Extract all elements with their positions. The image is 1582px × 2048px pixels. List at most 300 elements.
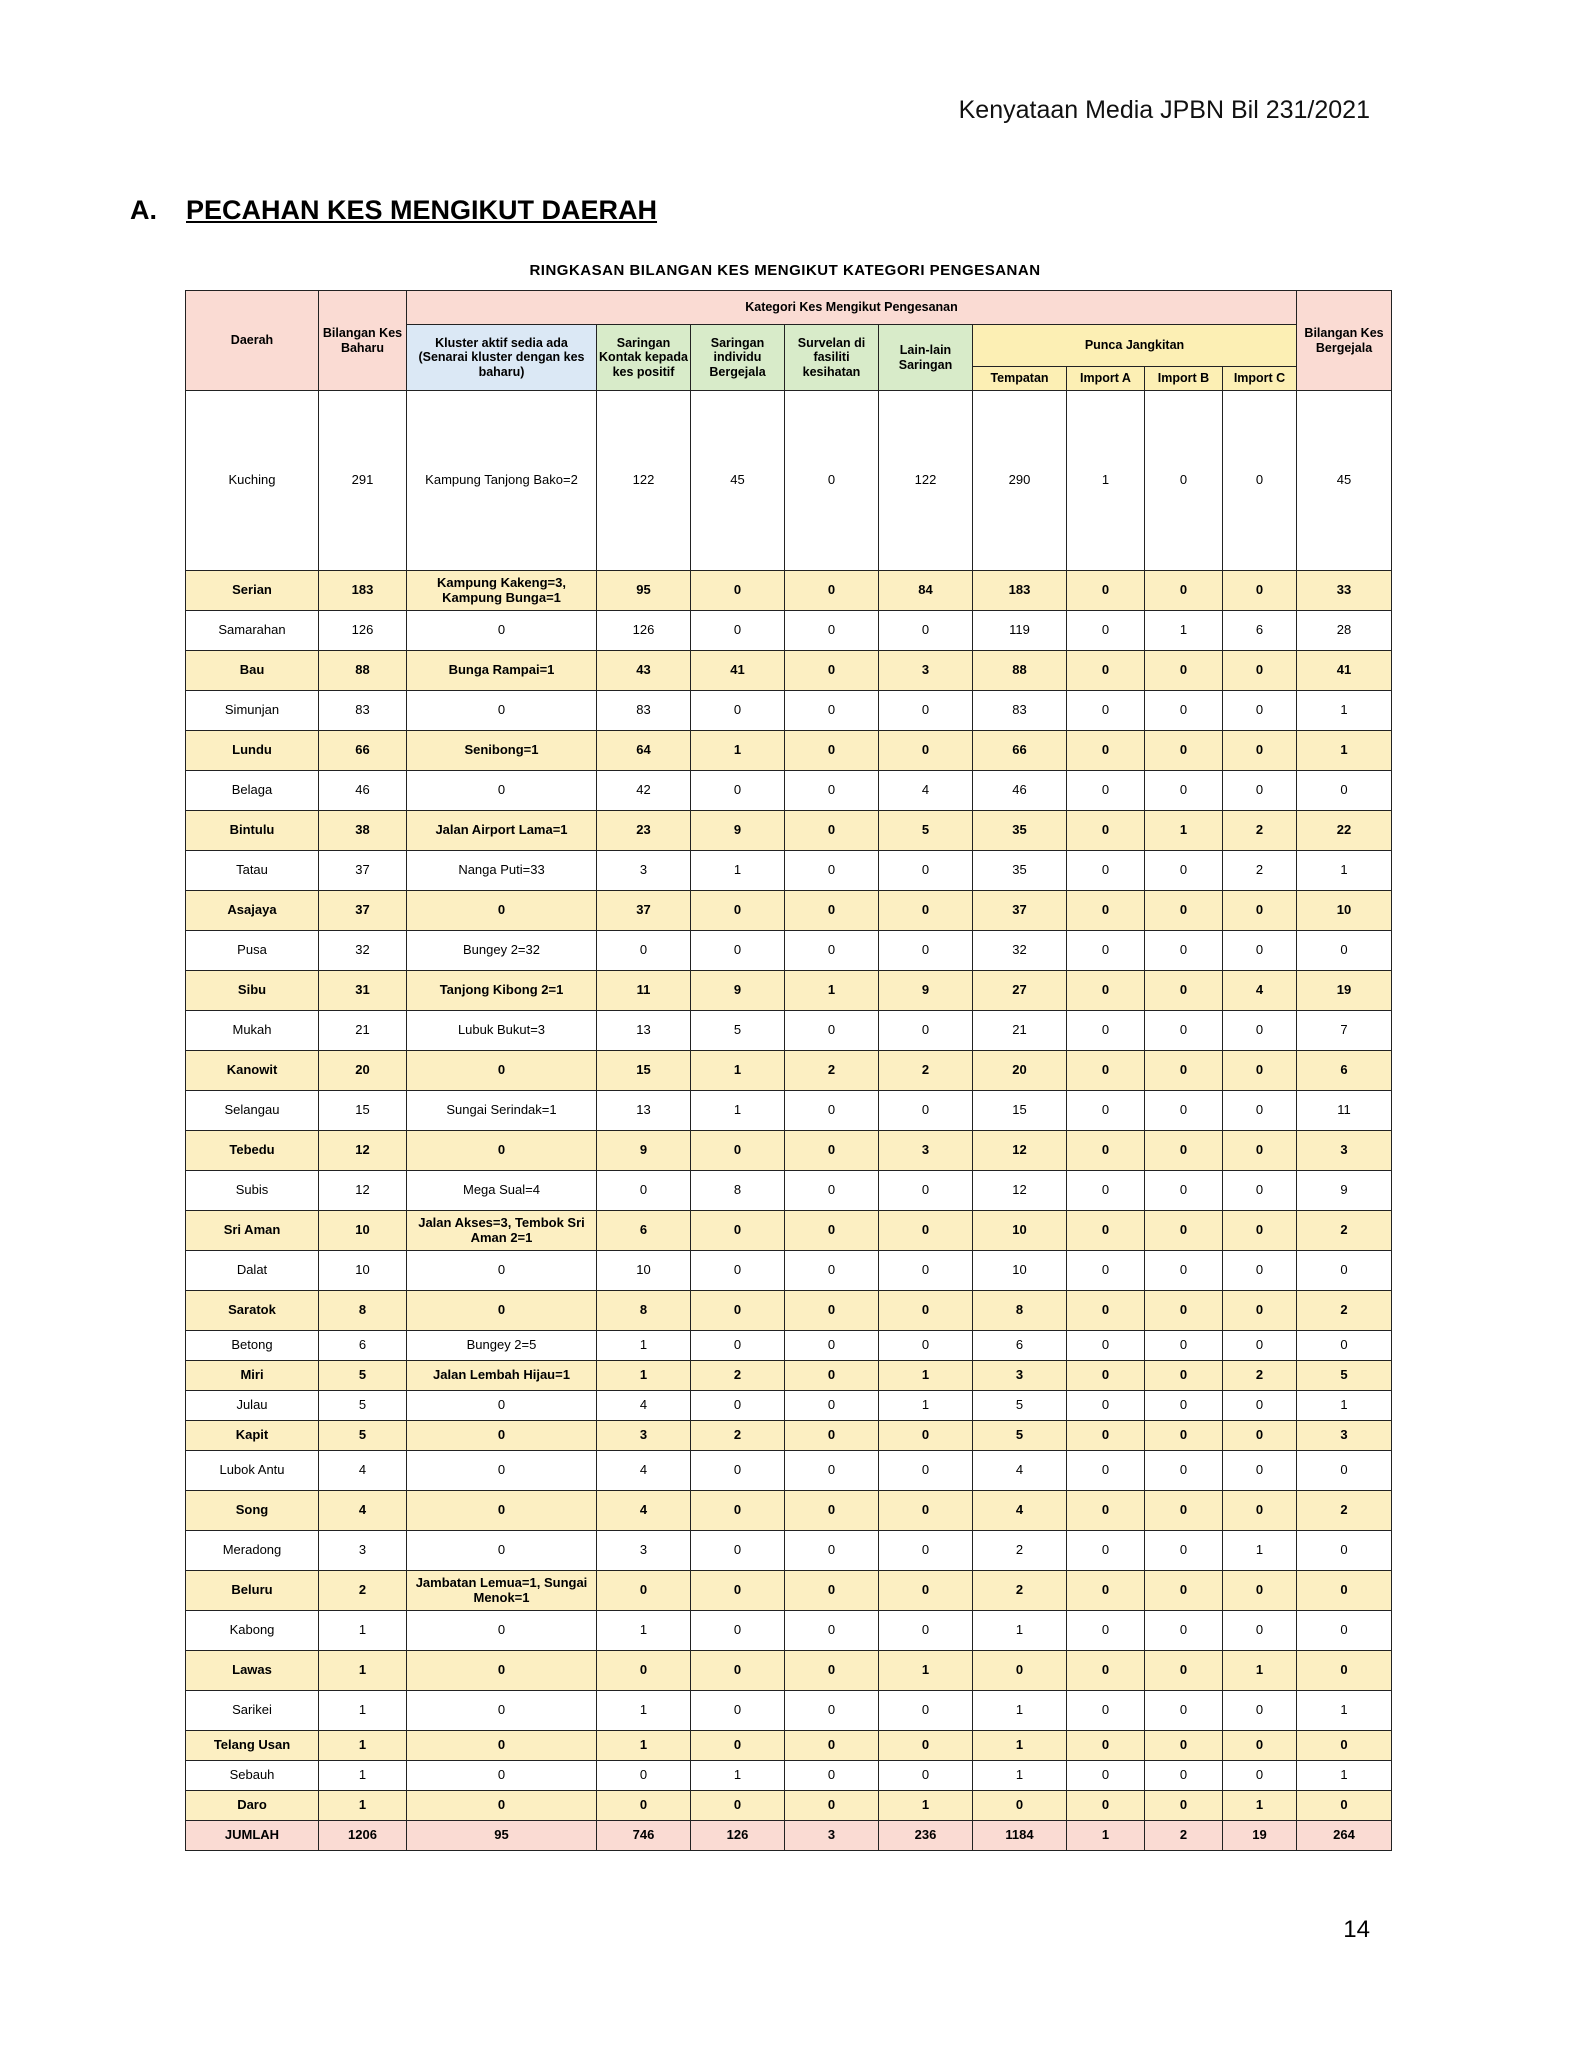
cell-bergejala: 2 [1297,1211,1392,1251]
cell-kontak: 4 [597,1491,691,1531]
cell-ia: 0 [1067,1361,1145,1391]
cell-tempatan: 5 [973,1421,1067,1451]
cell-survelan: 0 [785,1211,879,1251]
cell-baharu: 20 [319,1051,407,1091]
cell-ib: 0 [1145,1091,1223,1131]
cell-tempatan: 35 [973,851,1067,891]
cell-baharu: 1 [319,1611,407,1651]
cell-bergejala: 1 [1297,691,1392,731]
cell-baharu: 1 [319,1651,407,1691]
cell-daerah: Mukah [186,1011,319,1051]
cell-bergejala: 0 [1297,931,1392,971]
cell-ib: 0 [1145,1491,1223,1531]
cell-individu: 0 [691,691,785,731]
cell-ia: 0 [1067,971,1145,1011]
header-saringan-individu: Saringan individu Bergejala [691,325,785,391]
cell-ia: 0 [1067,1051,1145,1091]
cell-tempatan: 2 [973,1571,1067,1611]
cell-daerah: Serian [186,571,319,611]
cell-ib: 0 [1145,771,1223,811]
cell-kluster: Senibong=1 [407,731,597,771]
cell-ia: 0 [1067,1211,1145,1251]
cell-kontak: 1 [597,1731,691,1761]
cell-daerah: Kanowit [186,1051,319,1091]
cell-daerah: Lubok Antu [186,1451,319,1491]
cell-tempatan: 83 [973,691,1067,731]
cell-ic: 0 [1223,771,1297,811]
total-cell-kluster: 95 [407,1821,597,1851]
cell-lain: 0 [879,1251,973,1291]
cell-tempatan: 35 [973,811,1067,851]
section-title [130,195,657,226]
cell-ia: 0 [1067,1391,1145,1421]
cell-survelan: 0 [785,1331,879,1361]
cell-kluster: Jambatan Lemua=1, Sungai Menok=1 [407,1571,597,1611]
cell-baharu: 31 [319,971,407,1011]
cell-ic: 0 [1223,1761,1297,1791]
cell-individu: 0 [691,1331,785,1361]
cell-ia: 0 [1067,931,1145,971]
cell-ib: 0 [1145,1451,1223,1491]
cell-daerah: Telang Usan [186,1731,319,1761]
cell-survelan: 2 [785,1051,879,1091]
cell-individu: 0 [691,1731,785,1761]
cell-survelan: 0 [785,1651,879,1691]
table-row [186,1391,1392,1421]
table-row [186,1571,1392,1611]
cell-individu: 1 [691,851,785,891]
cell-ic: 0 [1223,1571,1297,1611]
cell-survelan: 0 [785,611,879,651]
cell-ic: 0 [1223,391,1297,571]
cell-ia: 0 [1067,891,1145,931]
cell-ic: 0 [1223,1611,1297,1651]
cell-individu: 0 [691,1291,785,1331]
cell-lain: 0 [879,1531,973,1571]
header-kategori: Kategori Kes Mengikut Pengesanan [407,291,1297,325]
cell-daerah: Sri Aman [186,1211,319,1251]
cell-baharu: 37 [319,891,407,931]
header-import-b: Import B [1145,367,1223,391]
cell-ic: 0 [1223,891,1297,931]
header-lain-lain: Lain-lain Saringan [879,325,973,391]
cell-kluster: Jalan Lembah Hijau=1 [407,1361,597,1391]
cell-ic: 2 [1223,851,1297,891]
total-cell-bergejala: 264 [1297,1821,1392,1851]
cell-individu: 9 [691,971,785,1011]
cell-ic: 0 [1223,1691,1297,1731]
cell-bergejala: 1 [1297,851,1392,891]
cell-ia: 1 [1067,391,1145,571]
cell-baharu: 37 [319,851,407,891]
cell-ic: 0 [1223,1091,1297,1131]
cell-tempatan: 21 [973,1011,1067,1051]
table-row [186,1791,1392,1821]
cell-tempatan: 27 [973,971,1067,1011]
cell-ic: 0 [1223,731,1297,771]
table-row [186,1011,1392,1051]
cell-kontak: 15 [597,1051,691,1091]
cell-kluster: 0 [407,1391,597,1421]
cell-ic: 0 [1223,1451,1297,1491]
cell-ib: 0 [1145,971,1223,1011]
cell-baharu: 1 [319,1761,407,1791]
cell-ia: 0 [1067,1531,1145,1571]
cell-tempatan: 1 [973,1761,1067,1791]
cell-individu: 0 [691,891,785,931]
cell-tempatan: 15 [973,1091,1067,1131]
cell-baharu: 66 [319,731,407,771]
table-row [186,1611,1392,1651]
cell-ib: 0 [1145,1651,1223,1691]
cell-tempatan: 12 [973,1171,1067,1211]
cell-ia: 0 [1067,1651,1145,1691]
cell-ib: 0 [1145,931,1223,971]
cell-bergejala: 7 [1297,1011,1392,1051]
cell-ia: 0 [1067,1691,1145,1731]
cell-daerah: Sebauh [186,1761,319,1791]
header-kluster: Kluster aktif sedia ada (Senarai kluster dengan kes baharu) [407,325,597,391]
cell-daerah: Sibu [186,971,319,1011]
cell-individu: 1 [691,1761,785,1791]
cell-ia: 0 [1067,1761,1145,1791]
cell-lain: 0 [879,1571,973,1611]
cell-ia: 0 [1067,1131,1145,1171]
cell-bergejala: 0 [1297,1731,1392,1761]
total-cell-daerah: JUMLAH [186,1821,319,1851]
cell-ib: 1 [1145,611,1223,651]
table-row [186,1651,1392,1691]
total-cell-ib: 2 [1145,1821,1223,1851]
cell-daerah: Belaga [186,771,319,811]
cell-lain: 3 [879,1131,973,1171]
table-row [186,1131,1392,1171]
cell-kontak: 3 [597,1421,691,1451]
cell-lain: 0 [879,1691,973,1731]
cell-bergejala: 2 [1297,1291,1392,1331]
cell-kontak: 9 [597,1131,691,1171]
cell-ib: 0 [1145,1361,1223,1391]
cell-bergejala: 0 [1297,1531,1392,1571]
table-caption: RINGKASAN BILANGAN KES MENGIKUT KATEGORI PENGESANAN [529,262,1041,279]
section-title-text: PECAHAN KES MENGIKUT DAERAH [186,195,658,225]
cell-daerah: Kabong [186,1611,319,1651]
cell-ic: 0 [1223,1291,1297,1331]
cell-kontak: 83 [597,691,691,731]
table-row [186,1091,1392,1131]
cell-ib: 0 [1145,651,1223,691]
cell-daerah: Dalat [186,1251,319,1291]
cell-kluster: 0 [407,1421,597,1451]
cell-survelan: 0 [785,691,879,731]
cell-tempatan: 66 [973,731,1067,771]
cell-ic: 0 [1223,1011,1297,1051]
media-statement-header: Kenyataan Media JPBN Bil 231/2021 [958,96,1370,124]
cell-daerah: Song [186,1491,319,1531]
cell-baharu: 126 [319,611,407,651]
cell-survelan: 0 [785,1491,879,1531]
cell-tempatan: 4 [973,1451,1067,1491]
cell-ic: 0 [1223,1391,1297,1421]
section-number: A. [130,195,157,225]
cell-individu: 41 [691,651,785,691]
cell-individu: 0 [691,1571,785,1611]
cell-bergejala: 1 [1297,1691,1392,1731]
cell-ib: 0 [1145,851,1223,891]
cell-baharu: 6 [319,1331,407,1361]
cell-lain: 1 [879,1361,973,1391]
header-saringan-kontak: Saringan Kontak kepada kes positif [597,325,691,391]
cell-survelan: 0 [785,771,879,811]
cell-ia: 0 [1067,1091,1145,1131]
cell-ib: 0 [1145,1791,1223,1821]
cell-kluster: Nanga Puti=33 [407,851,597,891]
cell-survelan: 0 [785,1571,879,1611]
cell-daerah: Kapit [186,1421,319,1451]
cell-daerah: Selangau [186,1091,319,1131]
cell-baharu: 15 [319,1091,407,1131]
cell-individu: 0 [691,1211,785,1251]
cell-lain: 0 [879,691,973,731]
cell-ia: 0 [1067,1291,1145,1331]
cell-ib: 0 [1145,391,1223,571]
cell-baharu: 88 [319,651,407,691]
cell-daerah: Julau [186,1391,319,1421]
cell-baharu: 46 [319,771,407,811]
cell-lain: 1 [879,1791,973,1821]
cell-kontak: 3 [597,1531,691,1571]
cell-individu: 0 [691,1251,785,1291]
cell-kluster: 0 [407,1491,597,1531]
cell-survelan: 1 [785,971,879,1011]
cell-individu: 2 [691,1421,785,1451]
table-row [186,1531,1392,1571]
cell-survelan: 0 [785,811,879,851]
cell-individu: 0 [691,1491,785,1531]
cell-baharu: 1 [319,1791,407,1821]
cell-lain: 0 [879,1731,973,1761]
cell-ib: 1 [1145,811,1223,851]
cell-individu: 0 [691,1691,785,1731]
cell-kluster: 0 [407,891,597,931]
cell-ia: 0 [1067,651,1145,691]
cell-ic: 0 [1223,1131,1297,1171]
cell-kontak: 37 [597,891,691,931]
total-cell-ia: 1 [1067,1821,1145,1851]
total-cell-kontak: 746 [597,1821,691,1851]
page-number: 14 [1343,1916,1370,1943]
cell-kluster: 0 [407,1291,597,1331]
cell-lain: 0 [879,1011,973,1051]
cell-ic: 2 [1223,1361,1297,1391]
cell-individu: 0 [691,1791,785,1821]
cell-survelan: 0 [785,851,879,891]
cell-daerah: Kuching [186,391,319,571]
cell-lain: 0 [879,1451,973,1491]
cell-bergejala: 6 [1297,1051,1392,1091]
cell-lain: 0 [879,1491,973,1531]
cell-tempatan: 3 [973,1361,1067,1391]
cell-baharu: 32 [319,931,407,971]
cell-kluster: 0 [407,1761,597,1791]
cell-tempatan: 46 [973,771,1067,811]
cell-kluster: Lubuk Bukut=3 [407,1011,597,1051]
cell-bergejala: 0 [1297,1451,1392,1491]
total-cell-ic: 19 [1223,1821,1297,1851]
cell-kontak: 1 [597,1691,691,1731]
total-cell-tempatan: 1184 [973,1821,1067,1851]
cell-ib: 0 [1145,1571,1223,1611]
table-row [186,971,1392,1011]
cell-tempatan: 10 [973,1251,1067,1291]
table-row [186,731,1392,771]
cell-ic: 1 [1223,1791,1297,1821]
table-row [186,1251,1392,1291]
cell-ic: 0 [1223,1421,1297,1451]
cell-individu: 1 [691,731,785,771]
header-daerah: Daerah [186,291,319,391]
table-row [186,851,1392,891]
cell-baharu: 183 [319,571,407,611]
cell-baharu: 83 [319,691,407,731]
cell-ib: 0 [1145,1611,1223,1651]
cell-ic: 2 [1223,811,1297,851]
cases-by-district-table [185,290,1392,1851]
cell-individu: 2 [691,1361,785,1391]
cell-daerah: Betong [186,1331,319,1361]
cell-tempatan: 0 [973,1791,1067,1821]
table-row [186,1051,1392,1091]
cell-lain: 0 [879,1421,973,1451]
cell-baharu: 5 [319,1421,407,1451]
cell-tempatan: 2 [973,1531,1067,1571]
cell-ib: 0 [1145,1391,1223,1421]
cell-daerah: Saratok [186,1291,319,1331]
cell-lain: 0 [879,931,973,971]
header-punca-jangkitan: Punca Jangkitan [973,325,1297,367]
cell-baharu: 5 [319,1361,407,1391]
cell-baharu: 1 [319,1731,407,1761]
cell-bergejala: 41 [1297,651,1392,691]
cell-kluster: 0 [407,1251,597,1291]
cell-individu: 9 [691,811,785,851]
cell-ib: 0 [1145,891,1223,931]
cell-kluster: 0 [407,1531,597,1571]
table-row [186,1211,1392,1251]
cell-bergejala: 1 [1297,731,1392,771]
cell-tempatan: 88 [973,651,1067,691]
cell-ic: 0 [1223,691,1297,731]
cell-baharu: 4 [319,1451,407,1491]
cell-lain: 9 [879,971,973,1011]
cell-ia: 0 [1067,1731,1145,1761]
cell-ic: 0 [1223,931,1297,971]
cell-ib: 0 [1145,1211,1223,1251]
cell-tempatan: 119 [973,611,1067,651]
cell-individu: 0 [691,1531,785,1571]
cell-individu: 1 [691,1051,785,1091]
cell-kontak: 4 [597,1391,691,1421]
cell-survelan: 0 [785,1421,879,1451]
cell-kluster: 0 [407,771,597,811]
cell-kluster: Kampung Kakeng=3, Kampung Bunga=1 [407,571,597,611]
header-tempatan: Tempatan [973,367,1067,391]
cell-daerah: Simunjan [186,691,319,731]
cell-survelan: 0 [785,1091,879,1131]
cell-individu: 0 [691,1391,785,1421]
cell-baharu: 38 [319,811,407,851]
cell-kontak: 126 [597,611,691,651]
cell-kluster: Sungai Serindak=1 [407,1091,597,1131]
cell-survelan: 0 [785,1791,879,1821]
cell-survelan: 0 [785,1011,879,1051]
table-row [186,1451,1392,1491]
cell-daerah: Tatau [186,851,319,891]
cell-bergejala: 19 [1297,971,1392,1011]
cell-lain: 5 [879,811,973,851]
cell-kontak: 3 [597,851,691,891]
cell-kontak: 4 [597,1451,691,1491]
cell-kluster: Bungey 2=5 [407,1331,597,1361]
cell-daerah: Miri [186,1361,319,1391]
cell-tempatan: 8 [973,1291,1067,1331]
cell-daerah: Bintulu [186,811,319,851]
cell-survelan: 0 [785,1291,879,1331]
cell-kluster: 0 [407,1791,597,1821]
cell-kontak: 13 [597,1011,691,1051]
cell-survelan: 0 [785,651,879,691]
cell-ia: 0 [1067,1251,1145,1291]
cell-ic: 4 [1223,971,1297,1011]
cell-ic: 1 [1223,1651,1297,1691]
table-row [186,1761,1392,1791]
cell-tempatan: 5 [973,1391,1067,1421]
table-row [186,931,1392,971]
cell-lain: 122 [879,391,973,571]
cell-individu: 0 [691,1451,785,1491]
cell-bergejala: 1 [1297,1391,1392,1421]
cell-ib: 0 [1145,1051,1223,1091]
cell-individu: 0 [691,1651,785,1691]
cell-survelan: 0 [785,1691,879,1731]
cell-kontak: 1 [597,1331,691,1361]
cell-kluster: 0 [407,611,597,651]
table-row [186,391,1392,571]
cell-survelan: 0 [785,1171,879,1211]
cell-survelan: 0 [785,1611,879,1651]
cell-kluster: Bungey 2=32 [407,931,597,971]
cell-kontak: 0 [597,1571,691,1611]
table-row [186,691,1392,731]
cell-ib: 0 [1145,731,1223,771]
table-body [186,391,1392,1851]
cell-ia: 0 [1067,691,1145,731]
cell-bergejala: 45 [1297,391,1392,571]
cell-lain: 84 [879,571,973,611]
cell-ic: 0 [1223,1171,1297,1211]
cell-kluster: Kampung Tanjong Bako=2 [407,391,597,571]
cell-survelan: 0 [785,1251,879,1291]
table-row [186,1691,1392,1731]
cell-survelan: 0 [785,891,879,931]
cell-kontak: 10 [597,1251,691,1291]
cell-baharu: 1 [319,1691,407,1731]
cell-kontak: 11 [597,971,691,1011]
cell-kontak: 43 [597,651,691,691]
cell-baharu: 3 [319,1531,407,1571]
cell-bergejala: 3 [1297,1421,1392,1451]
cell-lain: 0 [879,1171,973,1211]
